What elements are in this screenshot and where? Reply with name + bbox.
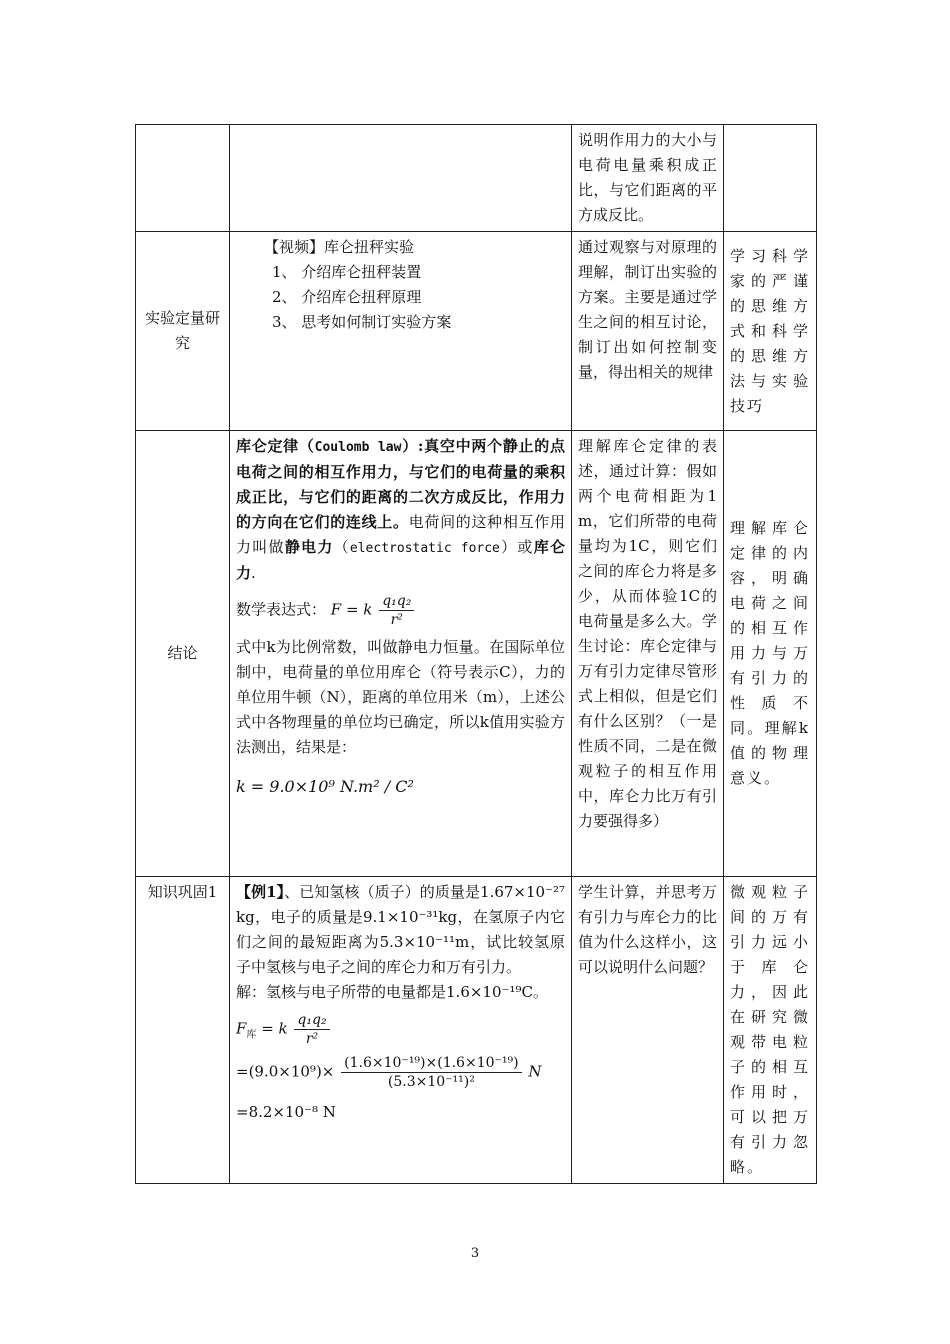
student-activity-cell: 通过观察与对原理的理解，制订出实验的方案。主要是通过学生之间的相互讨论，制订出如何控制变量，得出相关的规律 [572, 232, 724, 431]
period: . [251, 564, 256, 582]
fraction-numerator: q₁q₂ [379, 592, 414, 611]
table-row [136, 877, 817, 1184]
calc-unit: N [528, 1062, 542, 1081]
table-row [136, 232, 817, 431]
goal-cell: 学习科学家的严谨的思维方式和科学的思维方法与实验技巧 [724, 232, 817, 431]
page-number: 3 [470, 1246, 480, 1261]
k-value: k = 9.0×10⁹ N.m² / C² [236, 777, 414, 796]
math-expression [236, 592, 565, 629]
calculation-line [236, 1054, 565, 1091]
explanation-text: 式中k为比例常数，叫做静电力恒量。在国际单位制中，电荷量的单位用库仑（符号表示C），力的单位用牛顿（N），距离的单位用米（m），上述公式中各物理量的单位均已确定，所以k值用实验方法测出，结果是： [236, 638, 565, 756]
formula-fraction [294, 1011, 329, 1048]
content-cell [230, 877, 572, 1184]
stage-cell: 结论 [136, 431, 230, 877]
goal-cell: 理解库仑定律的内容，明确电荷之间的相互作用力与万有引力的性质不同。理解k值的物理意义。 [724, 431, 817, 877]
calc-fraction [341, 1054, 521, 1091]
student-activity-cell: 学生计算，并思考万有引力与库仑力的比值为什么这样小，这可以说明什么问题？ [572, 877, 724, 1184]
content-cell [230, 431, 572, 877]
student-activity-cell: 理解库仑定律的表述，通过计算：假如两个电荷相距为1m，它们所带的电荷量均为1C，则它们之间的库仑力将是多少，从而体验1C的电荷量是多么大。学生讨论：库仑定律与万有引力定律尽管形式上相似，但是它们有什么区别？（一是性质不同，二是在微观粒子的相互作用中，库仑力比万有引力要强得多） [572, 431, 724, 877]
paren: ）或 [499, 538, 534, 556]
video-title: 【视频】库仑扭秤实验 [264, 238, 415, 256]
paren: （ [333, 538, 350, 556]
law-term-english: Coulomb law [314, 440, 402, 455]
calc-numerator: (1.6×10⁻¹⁹)×(1.6×10⁻¹⁹) [341, 1054, 521, 1073]
fraction-denominator: r² [390, 612, 403, 628]
term-electrostatic-force: 静电力 [284, 538, 334, 556]
law-term: 库仑定律 [236, 437, 299, 455]
table-row [136, 431, 817, 877]
fraction-denominator: r² [305, 1031, 319, 1047]
force-eq: = k [256, 1019, 288, 1038]
list-item: 3、 思考如何制订实验方案 [272, 313, 452, 331]
math-label: 数学表达式： [236, 600, 327, 619]
term-coulomb-force: 库仑力 [236, 538, 565, 582]
example-tag: 【例1】 [236, 883, 285, 901]
stage-cell: 实验定量研究 [136, 232, 230, 431]
law-statement: :真空中两个静止的点电荷之间的相互作用力，与它们的电荷量的乘积成正比，与它们的距离的二次方成反比，作用力的方向在它们的连线上。 [236, 437, 565, 531]
force-formula [236, 1011, 565, 1048]
goal-cell [724, 125, 817, 232]
force-symbol: F [236, 1019, 247, 1038]
list-item: 1、 介绍库仑扭秤装置 [272, 263, 422, 281]
table-row [136, 125, 817, 232]
solution-text: 解：氢核与电子所带的电量都是1.6×10⁻¹⁹C。 [236, 983, 548, 1001]
paren: ） [401, 437, 418, 455]
calc-prefix: =(9.0×10⁹)× [236, 1062, 335, 1081]
list-item: 2、 介绍库仑扭秤原理 [272, 288, 422, 306]
law-plain-text: 电荷间的这种相互作用力叫做 [236, 513, 565, 556]
coulomb-law-paragraph [236, 434, 565, 586]
force-subscript: 库 [246, 1029, 257, 1041]
goal-cell: 微观粒子间的万有引力远小于库仑力，因此在研究微观带电粒子的相互作用时，可以把万有引力忽略。 [724, 877, 817, 1184]
formula-fraction [379, 592, 414, 629]
formula-lhs: F = k [330, 600, 373, 619]
content-cell [230, 125, 572, 232]
stage-cell [136, 125, 230, 232]
fraction-numerator: q₁q₂ [294, 1011, 329, 1030]
lesson-plan-table [135, 124, 817, 1184]
example-text: 、已知氢核（质子）的质量是1.67×10⁻²⁷kg，电子的质量是9.1×10⁻³¹kg，在氢原子内它们之间的最短距离为5.3×10⁻¹¹m，试比较氢原子中氢核与电子之间的库仑力和万有引力。 [236, 883, 565, 976]
paren: （ [298, 437, 315, 455]
stage-cell: 知识巩固1 [136, 877, 230, 1184]
result-line: =8.2×10⁻⁸ N [236, 1103, 336, 1121]
content-cell [230, 232, 572, 431]
example-paragraph [236, 880, 565, 980]
student-activity-cell: 说明作用力的大小与电荷电量乘积成正比，与它们距离的平方成反比。 [572, 125, 724, 232]
calc-denominator: (5.3×10⁻¹¹)² [387, 1074, 475, 1090]
term-english-electrostatic: electrostatic force [349, 541, 500, 556]
